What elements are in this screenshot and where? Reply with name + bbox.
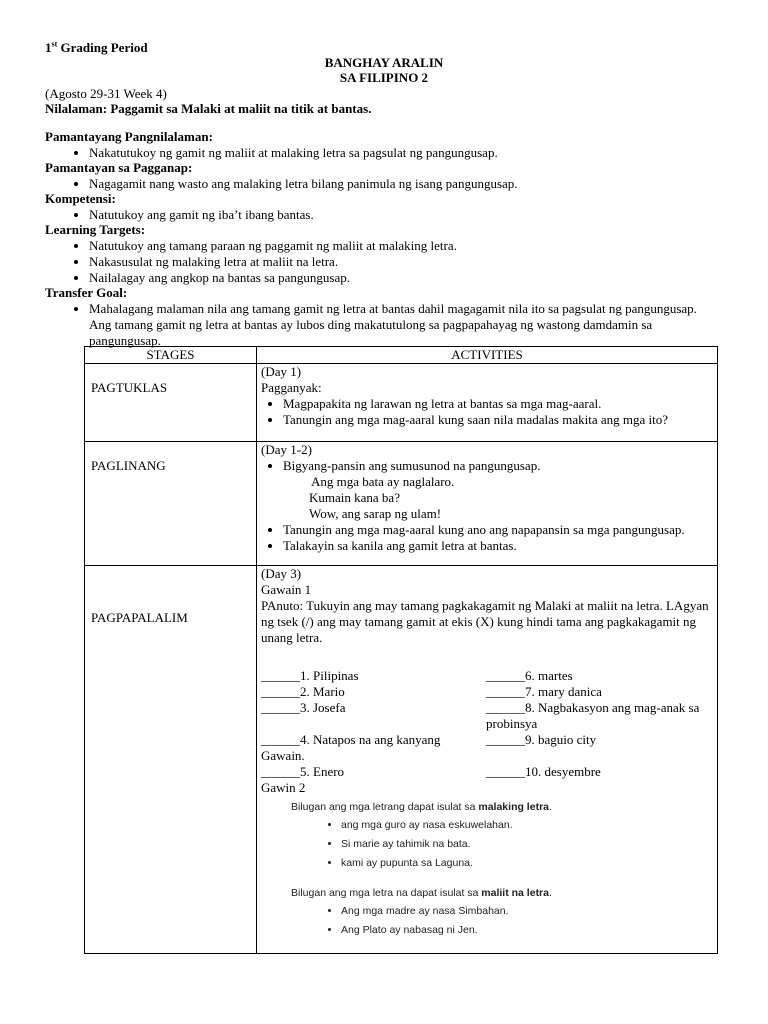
- stage-label: PAGTUKLAS: [91, 380, 168, 395]
- gawain-2-item: • ang mga guro ay nasa eskuwelahan.: [341, 818, 713, 832]
- activity-item: • Talakayin sa kanila ang gamit letra at bantas.: [283, 538, 713, 554]
- title-line-1: BANGHAY ARALIN: [324, 55, 444, 70]
- spacer: [486, 748, 706, 764]
- day-label: (Day 1-2): [261, 442, 312, 457]
- section-heading: Transfer Goal:: [45, 285, 128, 300]
- table-row: [85, 442, 718, 566]
- spacer: [261, 716, 486, 732]
- section-item: • Natutukoy ang gamit ng iba’t ibang bantas.: [89, 207, 725, 223]
- gawain-2-item: • Ang Plato ay nabasag ni Jen.: [341, 923, 713, 937]
- gawain-2-part-1: [261, 800, 713, 870]
- gawain-2-instruction-2: [291, 886, 713, 900]
- example-sentence: Ang mga bata ay naglalaro.: [311, 474, 455, 489]
- gawain-2-item: • Ang mga madre ay nasa Simbahan.: [341, 904, 713, 918]
- exercise-item: ______8. Nagbakasyon ang mag-anak sa probinsya: [486, 700, 700, 731]
- section-item: • Nagagamit nang wasto ang malaking letra bilang panimula ng isang pangungusap.: [89, 176, 725, 192]
- exercise-item: ______1. Pilipinas: [261, 668, 359, 683]
- period-ordinal: st: [51, 39, 58, 49]
- grading-period: [45, 40, 148, 56]
- gawain-1-title: Gawain 1: [261, 582, 312, 597]
- exercise-item: ______4. Natapos na ang kanyang Gawain.: [261, 732, 441, 763]
- section-item: • Nailalagay ang angkop na bantas sa pangungusap.: [89, 270, 725, 286]
- instruction-emphasis: malaking letra: [478, 801, 549, 813]
- activity-cell: [257, 442, 718, 566]
- period-text: Grading Period: [57, 40, 148, 55]
- section-heading: Pamantayan sa Pagganap:: [45, 160, 193, 175]
- section-pamantayan-sa-pagganap: [45, 160, 725, 192]
- instruction-period: .: [549, 801, 552, 813]
- table-row: [85, 364, 718, 442]
- section-heading: Pamantayang Pangnilalaman:: [45, 129, 213, 144]
- exercise-item: ______7. mary danica: [486, 684, 602, 699]
- table-header-row: [85, 347, 718, 364]
- day-label: (Day 3): [261, 566, 302, 581]
- gawain-2-title: Gawin 2: [261, 780, 306, 795]
- stage-cell: [85, 566, 257, 954]
- stage-cell: [85, 442, 257, 566]
- gawain-2-instruction-1: [291, 800, 713, 814]
- table-row: [85, 566, 718, 954]
- instruction-emphasis: maliit na letra: [481, 887, 549, 899]
- instruction-period: .: [549, 887, 552, 899]
- instruction-text: Bilugan ang mga letrang dapat isulat sa: [291, 801, 479, 813]
- activity-cell: [257, 364, 718, 442]
- section-item: • Mahalagang malaman nila ang tamang gamit ng letra at bantas dahil magagamit nila ito sa pagsulat ng pangungusap. Ang tamang gamit ng letra at bantas ay lubos ding makatutulong sa pagpapahayag ng wastong damdamin sa pangungusap.: [89, 301, 717, 349]
- activity-intro: Pagganyak:: [261, 380, 322, 395]
- section-item: • Natutukoy ang tamang paraan ng paggamit ng maliit at malaking letra.: [89, 238, 725, 254]
- section-heading: Learning Targets:: [45, 222, 146, 237]
- exercise-column-right: [486, 668, 706, 780]
- gawain-2-item: • Si marie ay tahimik na bata.: [341, 837, 713, 851]
- stage-label: PAGLINANG: [91, 458, 166, 473]
- exercise-item: ______3. Josefa: [261, 700, 346, 715]
- day-label: (Day 1): [261, 364, 302, 379]
- exercise-item: ______10. desyembre: [486, 764, 601, 779]
- section-pamantayang-pangnilalaman: [45, 129, 725, 161]
- activities-table: [84, 346, 718, 954]
- activity-item: • Bigyang-pansin ang sumusunod na pangungusap.: [283, 458, 713, 474]
- period-number: 1: [45, 40, 52, 55]
- example-sentence: Kumain kana ba?: [309, 490, 400, 505]
- section-learning-targets: [45, 222, 725, 286]
- stage-label: PAGPAPALALIM: [91, 610, 188, 625]
- stage-cell: [85, 364, 257, 442]
- section-item: • Nakasusulat ng malaking letra at maliit na letra.: [89, 254, 725, 270]
- activity-item: • Tanungin ang mga mag-aaral kung ano ang napapansin sa mga pangungusap.: [283, 522, 713, 538]
- instructions: PAnuto: Tukuyin ang may tamang pagkakagamit ng Malaki at maliit na letra. LAgyan ng tsek (/) ang may tamang gamit at ekis (X) kung hindi tama ang pagkakagamit ng unang letra.: [261, 598, 709, 645]
- section-heading: Kompetensi:: [45, 191, 116, 206]
- instruction-text: Bilugan ang mga letra na dapat isulat sa: [291, 887, 482, 899]
- section-kompetensi: [45, 191, 725, 223]
- exercise-item: ______6. martes: [486, 668, 573, 683]
- exercise-column-left: [261, 668, 486, 780]
- exercise-item: ______5. Enero: [261, 764, 345, 779]
- header-stages: STAGES: [85, 347, 257, 364]
- nilalaman: Nilalaman: Paggamit sa Malaki at maliit na titik at bantas.: [45, 101, 372, 116]
- gawain-2-part-2: [261, 886, 713, 937]
- activity-item: • Magpapakita ng larawan ng letra at bantas sa mga mag-aaral.: [283, 396, 713, 412]
- section-transfer-goal: [45, 285, 717, 349]
- example-sentence: Wow, ang sarap ng ulam!: [309, 506, 442, 521]
- exercise-item: ______9. baguio city: [486, 732, 597, 747]
- date-range: (Agosto 29-31 Week 4): [45, 86, 167, 101]
- activity-item: • Tanungin ang mga mag-aaral kung saan nila madalas makita ang mga ito?: [283, 412, 713, 428]
- exercise-grid: [261, 668, 713, 780]
- section-item: • Nakatutukoy ng gamit ng maliit at malaking letra sa pagsulat ng pangungusap.: [89, 145, 725, 161]
- title-line-2: SA FILIPINO 2: [339, 70, 429, 85]
- exercise-item: ______2. Mario: [261, 684, 345, 699]
- activity-cell: [257, 566, 718, 954]
- gawain-2-item: • kami ay pupunta sa Laguna.: [341, 856, 713, 870]
- header-activities: ACTIVITIES: [257, 347, 718, 364]
